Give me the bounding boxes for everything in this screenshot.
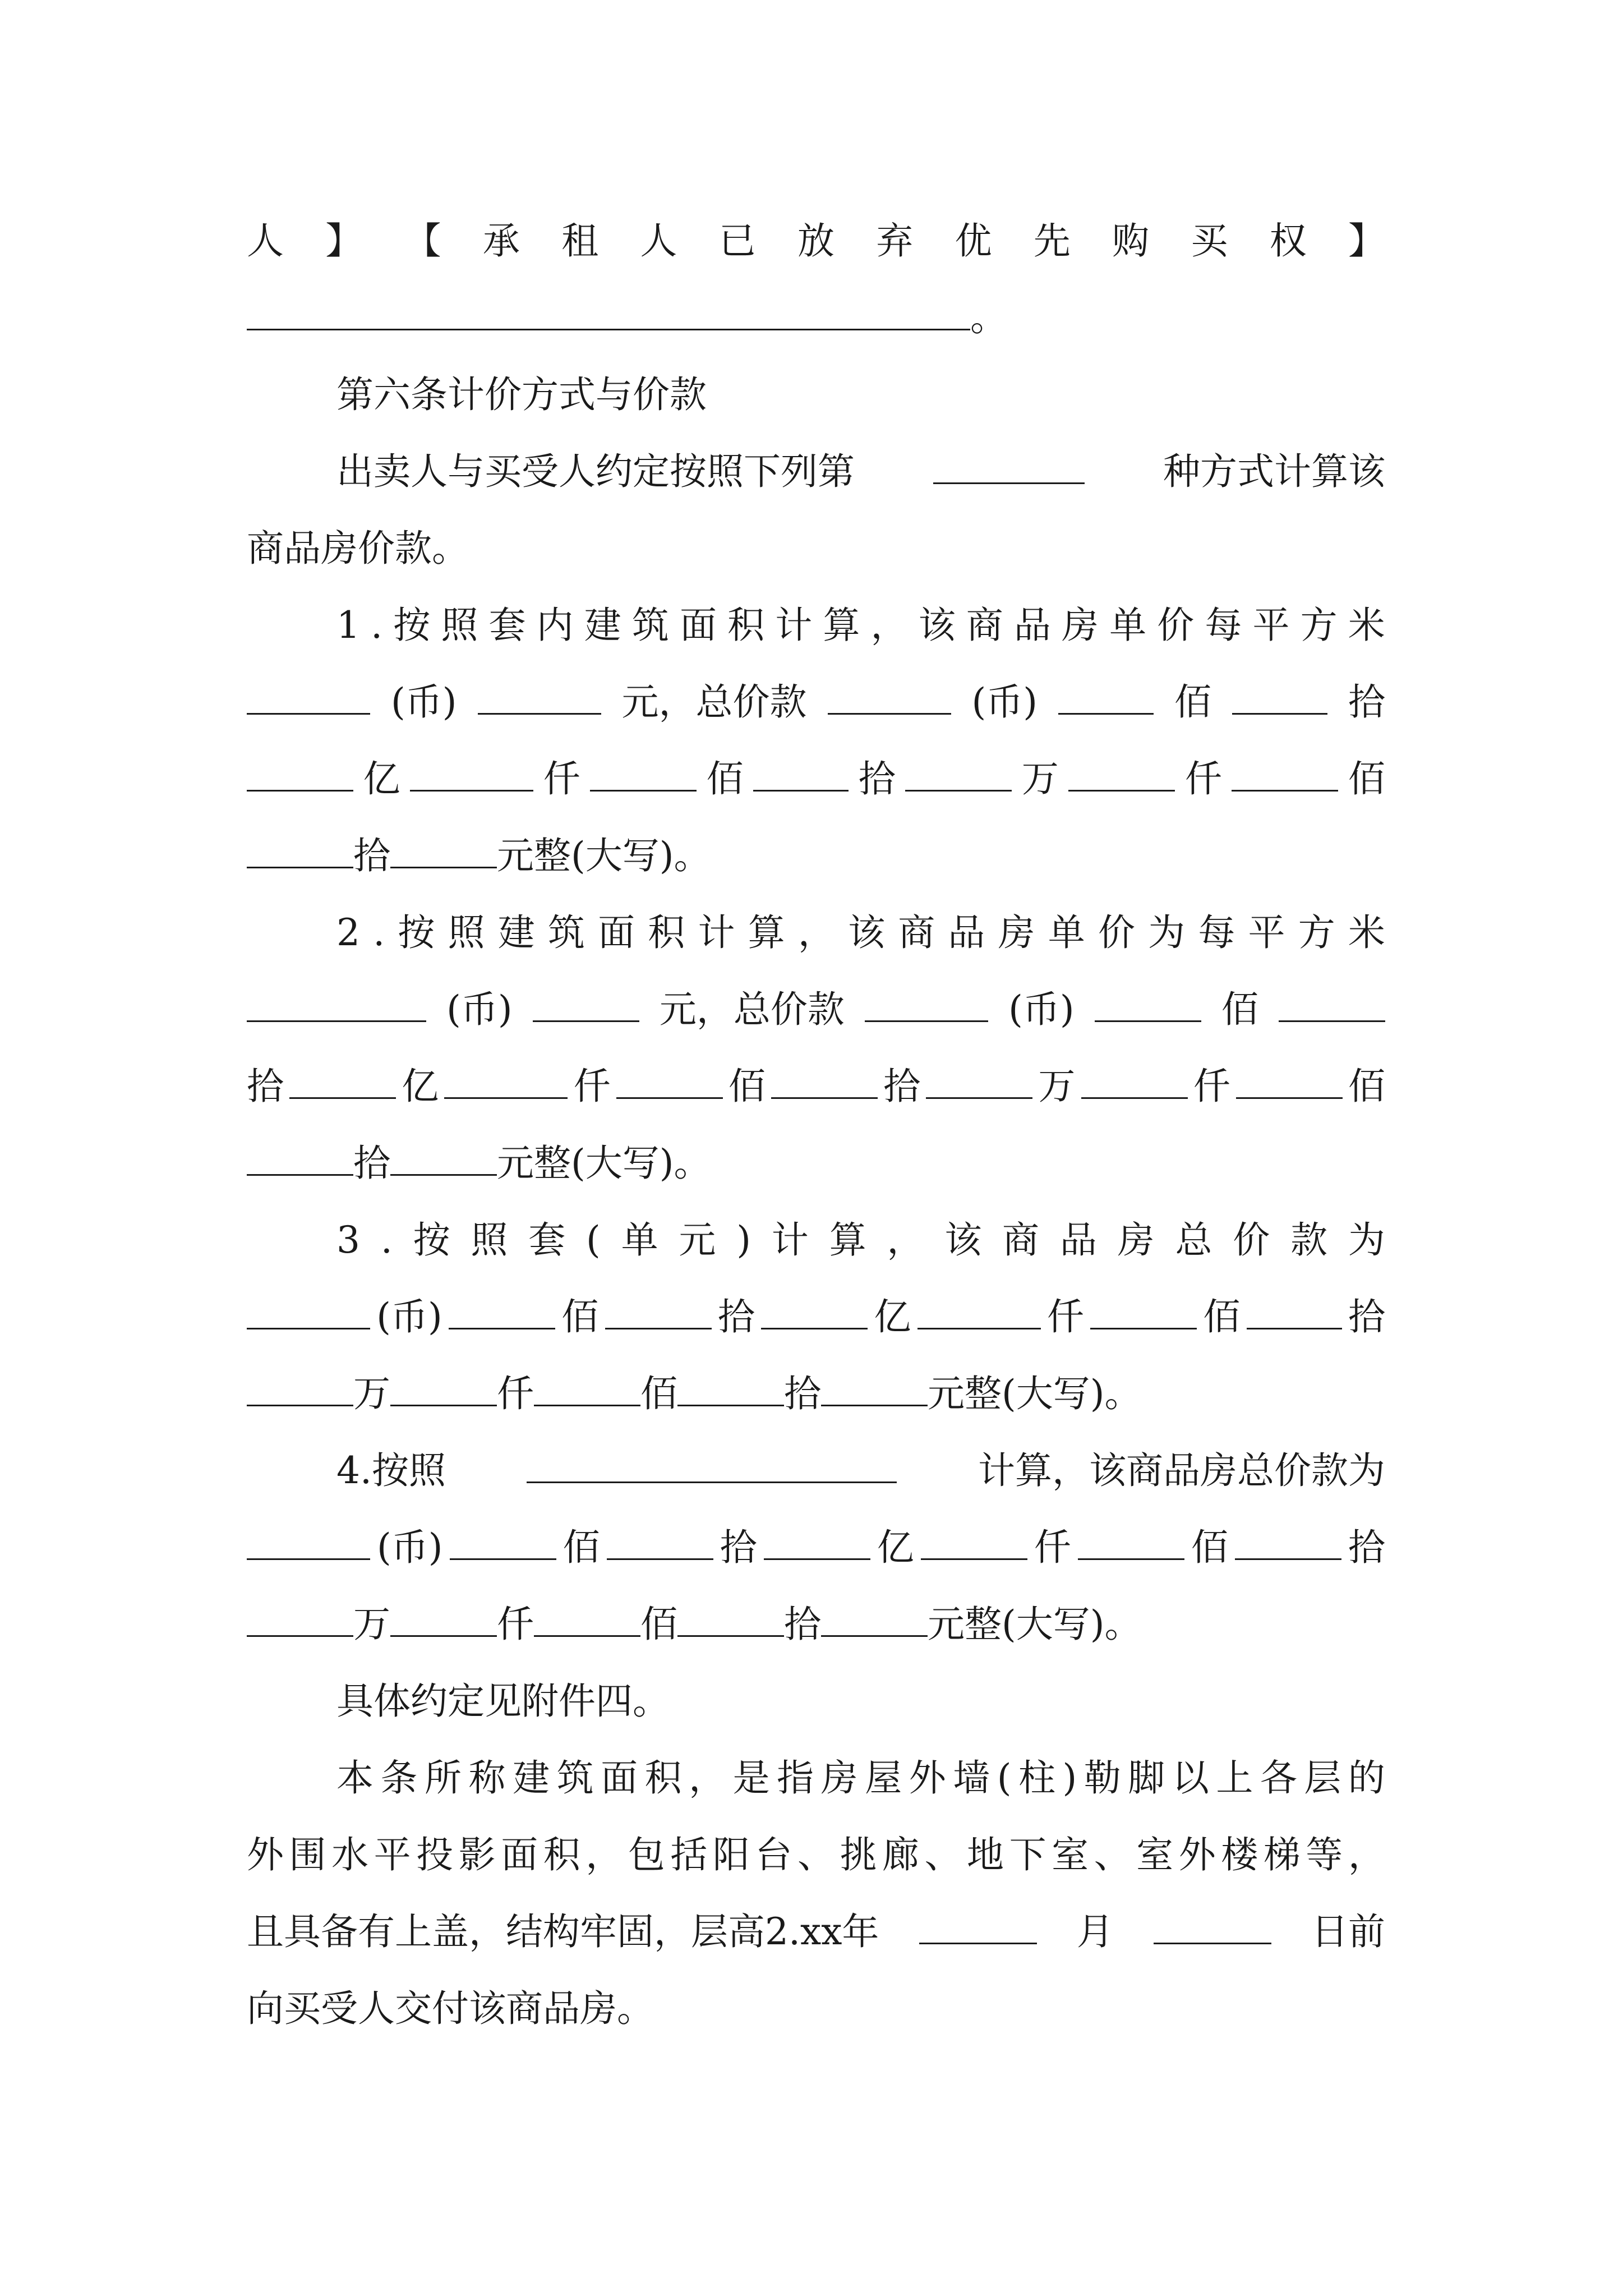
line-blank-end <box>247 290 1385 367</box>
text: 且具备有上盖，结构牢固，层高2.xx年 <box>247 1910 879 1953</box>
char: 室 <box>1052 1833 1089 1876</box>
amount-field[interactable] <box>1090 1295 1197 1329</box>
amount-field[interactable] <box>677 1603 784 1637</box>
text: 亿 <box>874 1295 911 1338</box>
char: 、 <box>1094 1833 1131 1876</box>
text: 亿 <box>402 1065 439 1108</box>
amount-field[interactable] <box>905 757 1012 792</box>
option-4-title <box>247 1443 1385 1520</box>
char: 是 <box>732 1756 770 1800</box>
day-field[interactable] <box>1154 1910 1271 1944</box>
char: 已 <box>718 219 756 263</box>
currency-field[interactable] <box>865 988 988 1022</box>
option-2-title <box>247 905 1385 982</box>
char: 方 <box>1300 604 1338 647</box>
char: 各 <box>1260 1756 1297 1800</box>
text: 佰 <box>1191 1526 1228 1569</box>
char: 套 <box>528 1218 566 1262</box>
char: 筑 <box>547 911 585 954</box>
amount-field[interactable] <box>761 1295 868 1329</box>
char: 为 <box>1148 911 1186 954</box>
char: 水 <box>331 1833 369 1876</box>
method-number-field[interactable] <box>933 450 1085 484</box>
char: . <box>373 911 385 954</box>
char: 筑 <box>556 1756 594 1800</box>
amount-field[interactable] <box>247 1372 353 1406</box>
currency-field[interactable] <box>828 680 951 715</box>
char: 人 <box>247 219 284 263</box>
blank-field[interactable] <box>247 296 970 330</box>
attachment-note: 具体约定见附件四。 <box>336 1680 670 1723</box>
amount-field[interactable] <box>921 1526 1027 1560</box>
char: 的 <box>1348 1756 1385 1800</box>
text: (币) <box>391 680 457 724</box>
text: 拾 <box>717 1295 755 1338</box>
char: 廊 <box>882 1833 919 1876</box>
char: 平 <box>374 1833 411 1876</box>
char: 室 <box>1136 1833 1174 1876</box>
char: 勒 <box>1083 1756 1121 1800</box>
char: 下 <box>1009 1833 1046 1876</box>
char: 建 <box>497 911 535 954</box>
text: 亿 <box>877 1526 914 1569</box>
amount-field[interactable] <box>1078 1526 1184 1560</box>
text: 佰 <box>1203 1295 1241 1338</box>
char: 房 <box>1061 604 1099 647</box>
char: 价 <box>1157 604 1195 647</box>
char: 放 <box>797 219 834 263</box>
text: (币) <box>971 680 1038 724</box>
char: ， <box>689 1756 726 1800</box>
char: 】 <box>1348 219 1385 263</box>
text: 佰 <box>728 1065 766 1108</box>
option-4-line-3 <box>247 1596 1385 1673</box>
amount-field[interactable] <box>926 1065 1032 1099</box>
char: 先 <box>1033 219 1071 263</box>
option-2-line-2 <box>247 982 1385 1059</box>
text: 佰 <box>1348 757 1385 800</box>
char: ( <box>997 1756 1012 1800</box>
text: 拾 <box>720 1526 757 1569</box>
char: 按 <box>393 604 431 647</box>
text: 日前 <box>1311 1910 1385 1953</box>
text: 万 <box>353 1372 390 1415</box>
amount-field[interactable] <box>1232 680 1327 715</box>
line-intro <box>247 444 1385 521</box>
option-2-line-3 <box>247 1059 1385 1135</box>
amount-field[interactable] <box>390 1603 497 1637</box>
char: ， <box>797 911 835 954</box>
char: 、 <box>924 1833 962 1876</box>
char: 阳 <box>712 1833 750 1876</box>
amount-field[interactable] <box>410 757 533 792</box>
amount-field[interactable] <box>534 1372 640 1406</box>
char: 筑 <box>631 604 669 647</box>
char: 积 <box>648 911 685 954</box>
text: 元整(大写)。 <box>497 834 711 877</box>
char: 墙 <box>953 1756 990 1800</box>
amount-field[interactable] <box>590 757 697 792</box>
char: 指 <box>777 1756 814 1800</box>
char: 【 <box>404 219 441 263</box>
char: 米 <box>1348 911 1385 954</box>
text: 仟 <box>1184 757 1222 800</box>
char: 挑 <box>840 1833 877 1876</box>
char: 买 <box>1191 219 1228 263</box>
month-field[interactable] <box>919 1910 1037 1944</box>
char: 】 <box>325 219 363 263</box>
text: 仟 <box>543 757 580 800</box>
char: 以 <box>1172 1756 1209 1800</box>
char: 积 <box>543 1833 580 1876</box>
end-mark: 。 <box>970 296 1007 339</box>
option-3-line-3 <box>247 1366 1385 1443</box>
text: 佰 <box>561 1295 599 1338</box>
amount-field[interactable] <box>390 1372 497 1406</box>
char: 地 <box>967 1833 1004 1876</box>
char: 外 <box>909 1756 946 1800</box>
char: 照 <box>471 1218 508 1262</box>
char: 按 <box>413 1218 450 1262</box>
text: 佰 <box>706 757 744 800</box>
amount-field[interactable] <box>1068 757 1175 792</box>
char: 商 <box>898 911 935 954</box>
char: ， <box>870 604 908 647</box>
char: 脚 <box>1128 1756 1165 1800</box>
char: ) <box>1062 1756 1077 1800</box>
amount-field[interactable] <box>1235 1526 1341 1560</box>
text: 仟 <box>1193 1065 1230 1108</box>
char: 台 <box>755 1833 792 1876</box>
text: 拾 <box>1348 680 1385 724</box>
char: 房 <box>998 911 1035 954</box>
amount-field[interactable] <box>605 1295 712 1329</box>
char: 弃 <box>876 219 914 263</box>
option-1-line-2 <box>247 674 1385 751</box>
char: 本 <box>336 1756 374 1800</box>
option-1-line-3 <box>247 751 1385 828</box>
amount-field[interactable] <box>390 1142 497 1176</box>
text: 拾 <box>784 1372 821 1415</box>
char: 总 <box>1175 1218 1212 1262</box>
char: ( <box>586 1218 601 1262</box>
amount-field[interactable] <box>247 757 353 792</box>
article-heading: 第六条计价方式与价款 <box>336 373 707 416</box>
document-page <box>247 213 1385 2058</box>
char: 照 <box>441 604 478 647</box>
char: 面 <box>598 911 635 954</box>
char: 建 <box>584 604 621 647</box>
char: 该 <box>944 1218 982 1262</box>
amount-field[interactable] <box>1247 1295 1342 1329</box>
amount-field[interactable] <box>753 757 849 792</box>
text: 佰 <box>640 1372 677 1415</box>
amount-field[interactable] <box>289 1065 396 1099</box>
text: 拾 <box>1348 1526 1385 1569</box>
text: 拾 <box>353 1142 390 1185</box>
option-4-line-2 <box>247 1520 1385 1596</box>
amount-field[interactable] <box>534 1603 640 1637</box>
amount-field[interactable] <box>247 834 353 868</box>
text: (币) <box>376 1295 442 1338</box>
char: 元 <box>679 1218 716 1262</box>
char: 房 <box>820 1756 858 1800</box>
text: (币) <box>377 1526 443 1569</box>
option-1-line-4 <box>247 828 1385 905</box>
char: 房 <box>1117 1218 1155 1262</box>
text: 佰 <box>1174 680 1211 724</box>
char: 围 <box>289 1833 326 1876</box>
text: 佰 <box>562 1526 600 1569</box>
char: 计 <box>775 604 813 647</box>
char: 层 <box>1304 1756 1341 1800</box>
char: 所 <box>425 1756 462 1800</box>
char: 品 <box>1059 1218 1097 1262</box>
char: 购 <box>1112 219 1150 263</box>
char: 影 <box>458 1833 496 1876</box>
text: 亿 <box>363 757 400 800</box>
currency-field[interactable] <box>247 1295 370 1329</box>
char: 计 <box>771 1218 809 1262</box>
amount-field[interactable] <box>616 1065 723 1099</box>
line-preemption <box>247 213 1385 290</box>
definition-line-3 <box>247 1904 1385 1981</box>
char: 价 <box>1098 911 1135 954</box>
char: 该 <box>918 604 956 647</box>
char: 套 <box>488 604 526 647</box>
char: 梯 <box>1263 1833 1301 1876</box>
text: 仟 <box>573 1065 611 1108</box>
char: ) <box>736 1218 751 1262</box>
char: . <box>380 1218 393 1262</box>
currency-field[interactable] <box>247 1526 370 1560</box>
option-3-title <box>247 1212 1385 1289</box>
text: 4.按照 <box>336 1449 446 1492</box>
amount-field[interactable] <box>1058 680 1154 715</box>
char: 楼 <box>1221 1833 1258 1876</box>
char: 单 <box>1109 604 1147 647</box>
char: 屋 <box>865 1756 902 1800</box>
char: 包 <box>628 1833 665 1876</box>
definition-line-4: 向买受人交付该商品房。 <box>247 1987 654 2030</box>
char: 单 <box>621 1218 658 1262</box>
text: 万 <box>1021 757 1059 800</box>
char: 方 <box>1298 911 1335 954</box>
char: 积 <box>727 604 765 647</box>
text: 元整(大写)。 <box>928 1372 1142 1415</box>
char: 平 <box>1252 604 1290 647</box>
text: 元，总价款 <box>621 680 807 724</box>
text: (币) <box>446 988 513 1031</box>
text: 种方式计算该 <box>1163 450 1385 493</box>
text: 仟 <box>497 1603 534 1646</box>
char: 人 <box>640 219 677 263</box>
amount-field[interactable] <box>1081 1065 1188 1099</box>
char: 款 <box>1290 1218 1328 1262</box>
char: 等 <box>1306 1833 1343 1876</box>
text: 出卖人与买受人约定按照下列第 <box>336 450 855 493</box>
char: 外 <box>247 1833 284 1876</box>
text: (币) <box>1008 988 1075 1031</box>
method-field[interactable] <box>527 1449 897 1483</box>
char: 条 <box>380 1756 418 1800</box>
char: 1 <box>336 604 360 647</box>
char: 平 <box>1248 911 1285 954</box>
text: 仟 <box>497 1372 534 1415</box>
char: 价 <box>1233 1218 1270 1262</box>
amount-field[interactable] <box>1095 988 1201 1022</box>
amount-field[interactable] <box>450 1526 556 1560</box>
char: 商 <box>966 604 1003 647</box>
char: 柱 <box>1018 1756 1055 1800</box>
char: 内 <box>536 604 574 647</box>
amount-field[interactable] <box>771 1065 878 1099</box>
text: 仟 <box>1046 1295 1084 1338</box>
definition-line-2 <box>247 1827 1385 1904</box>
char: 权 <box>1269 219 1307 263</box>
text: 拾 <box>858 757 896 800</box>
text: 佰 <box>640 1603 677 1646</box>
char: 建 <box>513 1756 550 1800</box>
char: 照 <box>448 911 485 954</box>
amount-field[interactable] <box>1236 1065 1343 1099</box>
option-3-line-2 <box>247 1289 1385 1366</box>
char: 面 <box>501 1833 538 1876</box>
unit-price-field[interactable] <box>533 988 639 1022</box>
char: 3 <box>336 1218 360 1262</box>
line-intro-end: 商品房价款。 <box>247 527 469 570</box>
amount-field[interactable] <box>764 1526 870 1560</box>
char: 品 <box>948 911 985 954</box>
char: 积 <box>644 1756 682 1800</box>
amount-field[interactable] <box>607 1526 713 1560</box>
char: ， <box>887 1218 924 1262</box>
char: 2 <box>336 911 360 954</box>
text: 拾 <box>883 1065 921 1108</box>
char: 外 <box>1178 1833 1216 1876</box>
char: 该 <box>848 911 886 954</box>
char: 品 <box>1013 604 1051 647</box>
char: 上 <box>1216 1756 1253 1800</box>
char: 算 <box>829 1218 866 1262</box>
char: 面 <box>679 604 717 647</box>
char: 租 <box>561 219 599 263</box>
char: ， <box>1348 1833 1385 1876</box>
char: 每 <box>1205 604 1242 647</box>
amount-field[interactable] <box>1232 757 1338 792</box>
char: 单 <box>1048 911 1085 954</box>
char: 商 <box>1002 1218 1040 1262</box>
char: 优 <box>955 219 992 263</box>
char: 按 <box>398 911 435 954</box>
amount-field[interactable] <box>1279 988 1385 1022</box>
char: 算 <box>748 911 785 954</box>
text: 元整(大写)。 <box>928 1603 1142 1646</box>
text: 元整(大写)。 <box>497 1142 711 1185</box>
char: 投 <box>416 1833 454 1876</box>
text: 拾 <box>353 834 390 877</box>
char: 米 <box>1348 604 1385 647</box>
amount-field[interactable] <box>390 834 497 868</box>
text: 拾 <box>784 1603 821 1646</box>
text: 万 <box>1038 1065 1076 1108</box>
amount-field[interactable] <box>821 1372 928 1406</box>
amount-field[interactable] <box>449 1295 555 1329</box>
char: 面 <box>601 1756 638 1800</box>
amount-field[interactable] <box>444 1065 568 1099</box>
amount-field[interactable] <box>821 1603 928 1637</box>
text: 仟 <box>1034 1526 1071 1569</box>
char: 为 <box>1348 1218 1385 1262</box>
amount-field[interactable] <box>917 1295 1041 1329</box>
unit-price-field[interactable] <box>478 680 601 715</box>
amount-field[interactable] <box>677 1372 784 1406</box>
text: 拾 <box>1348 1295 1385 1338</box>
char: 承 <box>482 219 520 263</box>
currency-field[interactable] <box>247 680 370 715</box>
char: ， <box>585 1833 623 1876</box>
char: 计 <box>698 911 735 954</box>
option-2-line-4 <box>247 1135 1385 1212</box>
char: 括 <box>670 1833 708 1876</box>
text: 佰 <box>1221 988 1258 1031</box>
text: 计算，该商品房总价款为 <box>978 1449 1385 1492</box>
char: 称 <box>468 1756 506 1800</box>
text: 拾 <box>247 1065 284 1108</box>
char: 每 <box>1198 911 1235 954</box>
char: . <box>371 604 383 647</box>
amount-field[interactable] <box>247 1603 353 1637</box>
char: 、 <box>797 1833 834 1876</box>
amount-field[interactable] <box>247 1142 353 1176</box>
definition-line-1 <box>247 1750 1385 1827</box>
option-1-title <box>247 597 1385 674</box>
text: 月 <box>1076 1910 1114 1953</box>
char: 算 <box>823 604 860 647</box>
text: 佰 <box>1348 1065 1385 1108</box>
currency-field[interactable] <box>247 988 426 1022</box>
text: 万 <box>353 1603 390 1646</box>
text: 元，总价款 <box>659 988 845 1031</box>
